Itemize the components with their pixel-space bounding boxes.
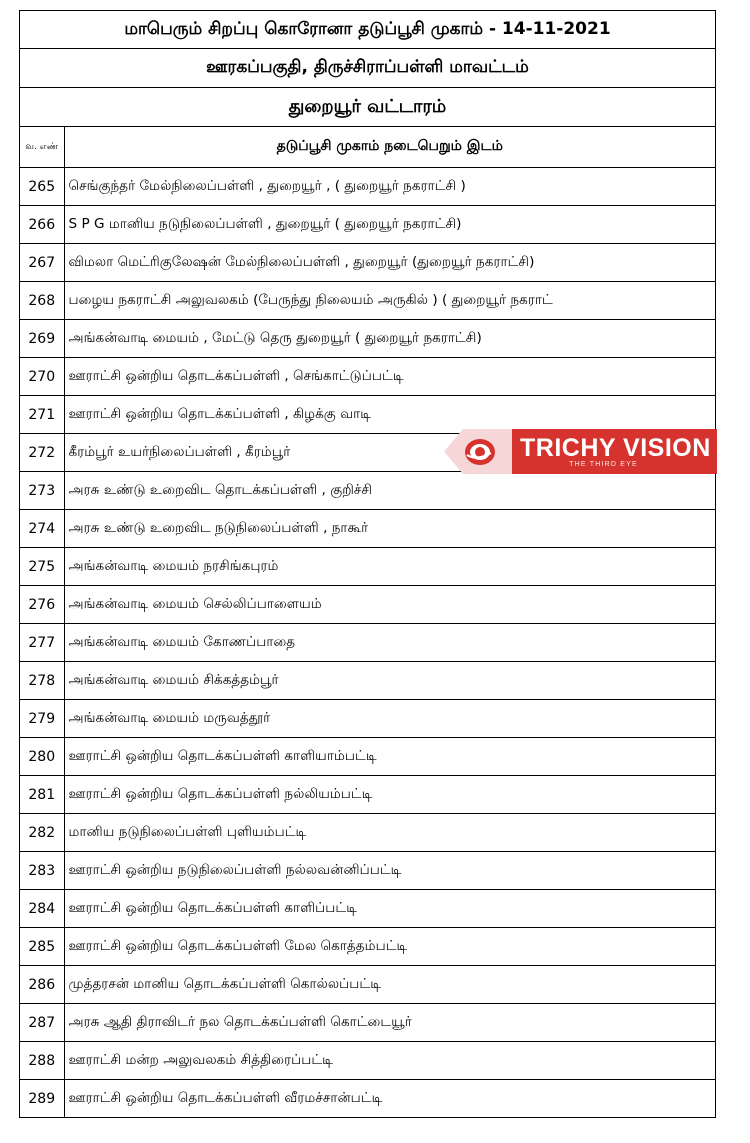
serial-number-cell: 274 — [20, 510, 64, 548]
table-row — [20, 776, 715, 814]
table-row — [20, 548, 715, 586]
serial-number-cell: 272 — [20, 434, 64, 472]
document-title: மாபெரும் சிறப்பு கொரோனா தடுப்பூசி முகாம் - 14-11-2021 — [20, 11, 715, 49]
serial-number-cell: 267 — [20, 244, 64, 282]
watermark-band — [512, 429, 717, 474]
table-row — [20, 700, 715, 738]
serial-number-cell: 287 — [20, 1004, 64, 1042]
serial-number-cell: 288 — [20, 1042, 64, 1080]
serial-number-cell: 277 — [20, 624, 64, 662]
serial-number-header: வ. எண் — [20, 127, 64, 168]
table-row — [20, 244, 715, 282]
serial-number-cell: 289 — [20, 1080, 64, 1118]
camp-place-cell: செங்குந்தர் மேல்நிலைப்பள்ளி , துறையூர் , ( துறையூர் நகராட்சி ) — [64, 168, 715, 206]
table-row — [20, 510, 715, 548]
serial-number-cell: 285 — [20, 928, 64, 966]
serial-number-cell: 269 — [20, 320, 64, 358]
camp-place-cell: ஊராட்சி ஒன்றிய தொடக்கப்பள்ளி மேல கொத்தம்பட்டி — [64, 928, 715, 966]
serial-number-cell: 273 — [20, 472, 64, 510]
table-row — [20, 814, 715, 852]
district-subtitle: ஊரகப்பகுதி, திருச்சிராப்பள்ளி மாவட்டம் — [20, 49, 715, 88]
table-row — [20, 168, 715, 206]
serial-number-cell: 286 — [20, 966, 64, 1004]
table-row — [20, 282, 715, 320]
camp-place-cell: S P G மானிய நடுநிலைப்பள்ளி , துறையூர் ( துறையூர் நகராட்சி) — [64, 206, 715, 244]
table-row — [20, 1080, 715, 1118]
table-row — [20, 738, 715, 776]
camp-place-cell: அங்கன்வாடி மையம் நரசிங்கபுரம் — [64, 548, 715, 586]
serial-number-cell: 275 — [20, 548, 64, 586]
camp-list-document — [19, 10, 716, 1118]
watermark-tagline: THE THIRD EYE — [569, 461, 638, 468]
serial-number-cell: 281 — [20, 776, 64, 814]
serial-number-cell: 268 — [20, 282, 64, 320]
camp-place-cell: ஊராட்சி ஒன்றிய தொடக்கப்பள்ளி வீரமச்சான்பட்டி — [68, 1089, 383, 1106]
table-row — [20, 1042, 715, 1080]
trichy-vision-watermark — [444, 429, 717, 474]
camp-place-cell: ஊராட்சி மன்ற அலுவலகம் சித்திரைப்பட்டி — [64, 1042, 715, 1080]
camp-place-cell: ஊராட்சி ஒன்றிய தொடக்கப்பள்ளி காளியாம்பட்டி — [64, 738, 715, 776]
camp-place-cell: ஊராட்சி ஒன்றிய நடுநிலைப்பள்ளி நல்லவன்னிப்பட்டி — [64, 852, 715, 890]
serial-number-cell: 282 — [20, 814, 64, 852]
camp-place-cell: அங்கன்வாடி மையம் மருவத்தூர் — [64, 700, 715, 738]
camp-place-cell: பழைய நகராட்சி அலுவலகம் (பேருந்து நிலையம் அருகில் ) ( துறையூர் நகராட் — [64, 282, 715, 320]
serial-number-cell: 270 — [20, 358, 64, 396]
camp-place-cell: ஊராட்சி ஒன்றிய தொடக்கப்பள்ளி நல்லியம்பட்டி — [64, 776, 715, 814]
camp-place-cell: கீரம்பூர் உயர்நிலைப்பள்ளி , கீரம்பூர் — [64, 434, 715, 472]
camp-place-cell: மானிய நடுநிலைப்பள்ளி புளியம்பட்டி — [64, 814, 715, 852]
serial-number-cell: 284 — [20, 890, 64, 928]
camp-place-cell: அங்கன்வாடி மையம் , மேட்டு தெரு துறையூர் ( துறையூர் நகராட்சி) — [64, 320, 715, 358]
serial-number-cell: 280 — [20, 738, 64, 776]
camp-place-cell: அங்கன்வாடி மையம் கோணப்பாதை — [64, 624, 715, 662]
camp-place-cell: அங்கன்வாடி மையம் சிக்கத்தம்பூர் — [64, 662, 715, 700]
table-row — [20, 624, 715, 662]
table-row — [20, 1004, 715, 1042]
serial-number-cell: 279 — [20, 700, 64, 738]
camp-place-cell: அங்கன்வாடி மையம் செல்லிப்பாளையம் — [64, 586, 715, 624]
serial-number-cell: 283 — [20, 852, 64, 890]
table-row — [20, 320, 715, 358]
camp-place-cell: அரசு ஆதி திராவிடர் நல தொடக்கப்பள்ளி கொட்டையூர் — [64, 1004, 715, 1042]
camp-place-cell: விமலா மெட்ரிகுலேஷன் மேல்நிலைப்பள்ளி , துறையூர் (துறையூர் நகராட்சி) — [64, 244, 715, 282]
camp-place-cell: அரசு உண்டு உறைவிட நடுநிலைப்பள்ளி , நாகூர் — [64, 510, 715, 548]
table-row — [20, 206, 715, 244]
table-row — [20, 358, 715, 396]
camp-place-cell: ஊராட்சி ஒன்றிய தொடக்கப்பள்ளி , செங்காட்டுப்பட்டி — [64, 358, 715, 396]
serial-number-cell: 278 — [20, 662, 64, 700]
camp-place-cell: ஊராட்சி ஒன்றிய தொடக்கப்பள்ளி காளிப்பட்டி — [64, 890, 715, 928]
table-row — [20, 472, 715, 510]
table-row — [20, 966, 715, 1004]
table-header-row — [20, 127, 715, 168]
table-row — [20, 586, 715, 624]
table-row — [20, 890, 715, 928]
camp-place-cell: முத்தரசன் மானிய தொடக்கப்பள்ளி கொல்லப்பட்டி — [64, 966, 715, 1004]
camp-place-cell: அரசு உண்டு உறைவிட தொடக்கப்பள்ளி , குறிச்சி — [64, 472, 715, 510]
watermark-brand: TRICHY VISION — [520, 434, 711, 462]
camp-place-header: தடுப்பூசி முகாம் நடைபெறும் இடம் — [64, 127, 715, 168]
serial-number-cell: 271 — [20, 396, 64, 434]
block-heading: துறையூர் வட்டாரம் — [20, 88, 715, 127]
table-row — [20, 928, 715, 966]
table-row — [20, 662, 715, 700]
serial-number-cell: 266 — [20, 206, 64, 244]
table-row — [20, 396, 715, 434]
camp-table — [20, 127, 715, 1117]
camp-place-cell: ஊராட்சி ஒன்றிய தொடக்கப்பள்ளி , கிழக்கு வாடி — [64, 396, 715, 434]
serial-number-cell: 265 — [20, 168, 64, 206]
serial-number-cell: 276 — [20, 586, 64, 624]
table-row — [20, 852, 715, 890]
eye-logo-icon — [444, 429, 512, 474]
